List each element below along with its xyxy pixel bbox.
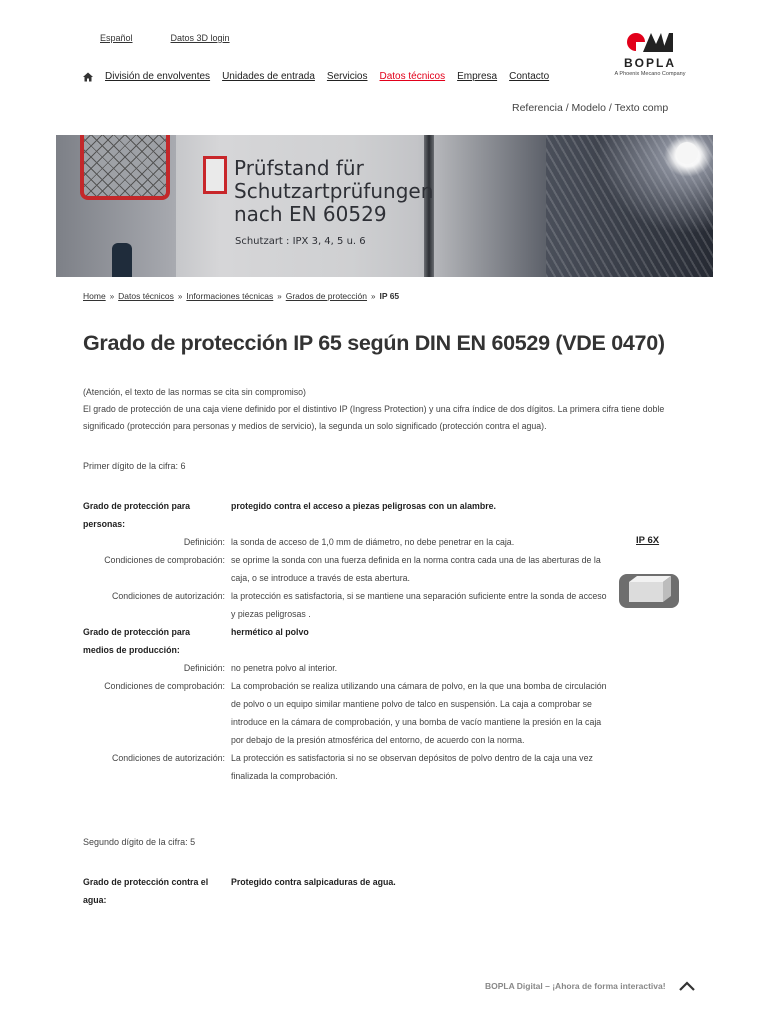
- spec-row: [83, 677, 613, 749]
- spec-value: la protección es satisfactoria, si se mantiene una separación suficiente entre la sonda de acceso y piezas peligrosas .: [231, 591, 607, 619]
- breadcrumb-home[interactable]: Home: [83, 291, 106, 301]
- bopla-logo[interactable]: [608, 26, 692, 86]
- spec-key: Condiciones de autorización:: [112, 753, 225, 763]
- hero-title-line3: nach EN 60529: [234, 202, 387, 226]
- breadcrumb-separator: »: [177, 291, 183, 301]
- breadcrumb-datos-tecnicos[interactable]: Datos técnicos: [118, 291, 174, 301]
- first-digit-label: Primer dígito de la cifra: 6: [83, 461, 186, 471]
- spec-key: Definición:: [183, 537, 225, 547]
- breadcrumb-separator: »: [371, 291, 376, 301]
- nav-item-contacto[interactable]: Contacto: [509, 71, 550, 82]
- spec-value: La comprobación se realiza utilizando una cámara de polvo, en la que una bomba de circulación de polvo o un equipo similar mantiene polvo de talco en suspensión. La caja a comprobar se introduce en la cámara de comprobación, y una bomba de vacío mantiene la presión en la caja por debajo de la presión atmosférica del entorno, de acuerdo con la norma.: [231, 681, 607, 745]
- first-digit-spec: [83, 497, 613, 785]
- spec-key: Condiciones de autorización:: [112, 591, 225, 601]
- breadcrumb-informaciones[interactable]: Informaciones técnicas: [186, 291, 274, 301]
- spec-value: no penetra polvo al interior.: [231, 663, 338, 673]
- hero-handle: [112, 243, 132, 277]
- intro-note: (Atención, el texto de las normas se cita sin compromiso): [83, 387, 306, 397]
- breadcrumb-separator: »: [109, 291, 115, 301]
- hero-title: [234, 157, 433, 226]
- nav-item-empresa[interactable]: Empresa: [457, 71, 498, 82]
- language-link[interactable]: Español: [100, 33, 133, 43]
- breadcrumb-grados[interactable]: Grados de protección: [285, 291, 368, 301]
- hero-title-line2: Schutzartprüfungen: [234, 179, 434, 203]
- spec-row: [83, 551, 613, 587]
- spec-key: Condiciones de comprobación:: [104, 681, 225, 691]
- nav-item-servicios[interactable]: Servicios: [326, 71, 368, 82]
- footer-promo-link[interactable]: BOPLA Digital – ¡Ahora de forma interactiva!: [485, 981, 666, 991]
- hero-banner: [56, 135, 713, 277]
- ip-6x-box-icon[interactable]: [615, 562, 685, 618]
- spec-row: [83, 659, 613, 677]
- spec-value: protegido contra el acceso a piezas peligrosas con un alambre.: [231, 501, 496, 511]
- hero-spray-head: [676, 142, 698, 164]
- spec-value: se oprime la sonda con una fuerza definida en la norma contra cada una de las aberturas de la caja, o se introduce a través de esta abertura.: [231, 555, 601, 583]
- nav-item-unidades-entrada[interactable]: Unidades de entrada: [222, 71, 315, 82]
- top-links: [100, 33, 230, 43]
- nav-item-division-envolventes[interactable]: División de envolventes: [105, 71, 211, 82]
- spec-value: La protección es satisfactoria si no se observan depósitos de polvo dentro de la caja una vez finalizada la comprobación.: [231, 753, 593, 781]
- logo-brand: BOPLA: [624, 56, 676, 70]
- spec-row: [83, 749, 613, 785]
- spec-row: [83, 623, 613, 659]
- nav-item-datos-tecnicos[interactable]: Datos técnicos: [379, 71, 446, 82]
- page-title: Grado de protección IP 65 según DIN EN 60529 (VDE 0470): [83, 331, 665, 355]
- spec-row: [83, 587, 613, 623]
- home-icon[interactable]: [83, 72, 93, 82]
- main-navigation: [83, 71, 549, 82]
- scroll-to-top-icon[interactable]: [678, 979, 696, 993]
- spec-value: hermético al polvo: [231, 627, 309, 637]
- spec-key: Grado de protección para personas:: [83, 501, 191, 529]
- bopla-logo-mark-icon: [626, 30, 674, 54]
- hero-window-grid: [80, 135, 170, 200]
- intro-paragraph: El grado de protección de una caja viene definido por el distintivo IP (Ingress Protection) y una cifra índice de dos dígitos. La primera cifra tiene doble significado (protección para personas y medios de servicio), la segunda un solo significado (protección contra el agua).: [83, 404, 665, 431]
- hero-title-line1: Prüfstand für: [234, 156, 364, 180]
- spec-key: Grado de protección contra el agua:: [83, 877, 209, 905]
- spec-key: Grado de protección para medios de producción:: [83, 627, 191, 655]
- spec-key: Condiciones de comprobación:: [104, 555, 225, 565]
- second-digit-label: Segundo dígito de la cifra: 5: [83, 837, 196, 847]
- hero-subtitle: Schutzart : IPX 3, 4, 5 u. 6: [235, 236, 366, 247]
- spec-row: [83, 873, 613, 909]
- breadcrumb: [83, 291, 399, 301]
- second-digit-spec: [83, 873, 613, 909]
- spec-row: [83, 497, 613, 533]
- spec-row: [83, 533, 613, 551]
- breadcrumb-separator: »: [277, 291, 282, 301]
- spec-value: la sonda de acceso de 1,0 mm de diámetro, no debe penetrar en la caja.: [231, 537, 515, 547]
- ip-6x-link[interactable]: IP 6X: [636, 535, 660, 546]
- search-input[interactable]: Referencia / Modelo / Texto comp: [512, 102, 669, 114]
- intro-text: [83, 384, 683, 435]
- hero-red-box: [203, 156, 227, 194]
- login-3d-link[interactable]: Datos 3D login: [170, 33, 230, 43]
- spec-value: Protegido contra salpicaduras de agua.: [231, 877, 396, 887]
- spec-key: Definición:: [183, 663, 225, 673]
- logo-tagline: A Phoenix Mecano Company: [614, 71, 686, 77]
- breadcrumb-current: IP 65: [379, 291, 400, 301]
